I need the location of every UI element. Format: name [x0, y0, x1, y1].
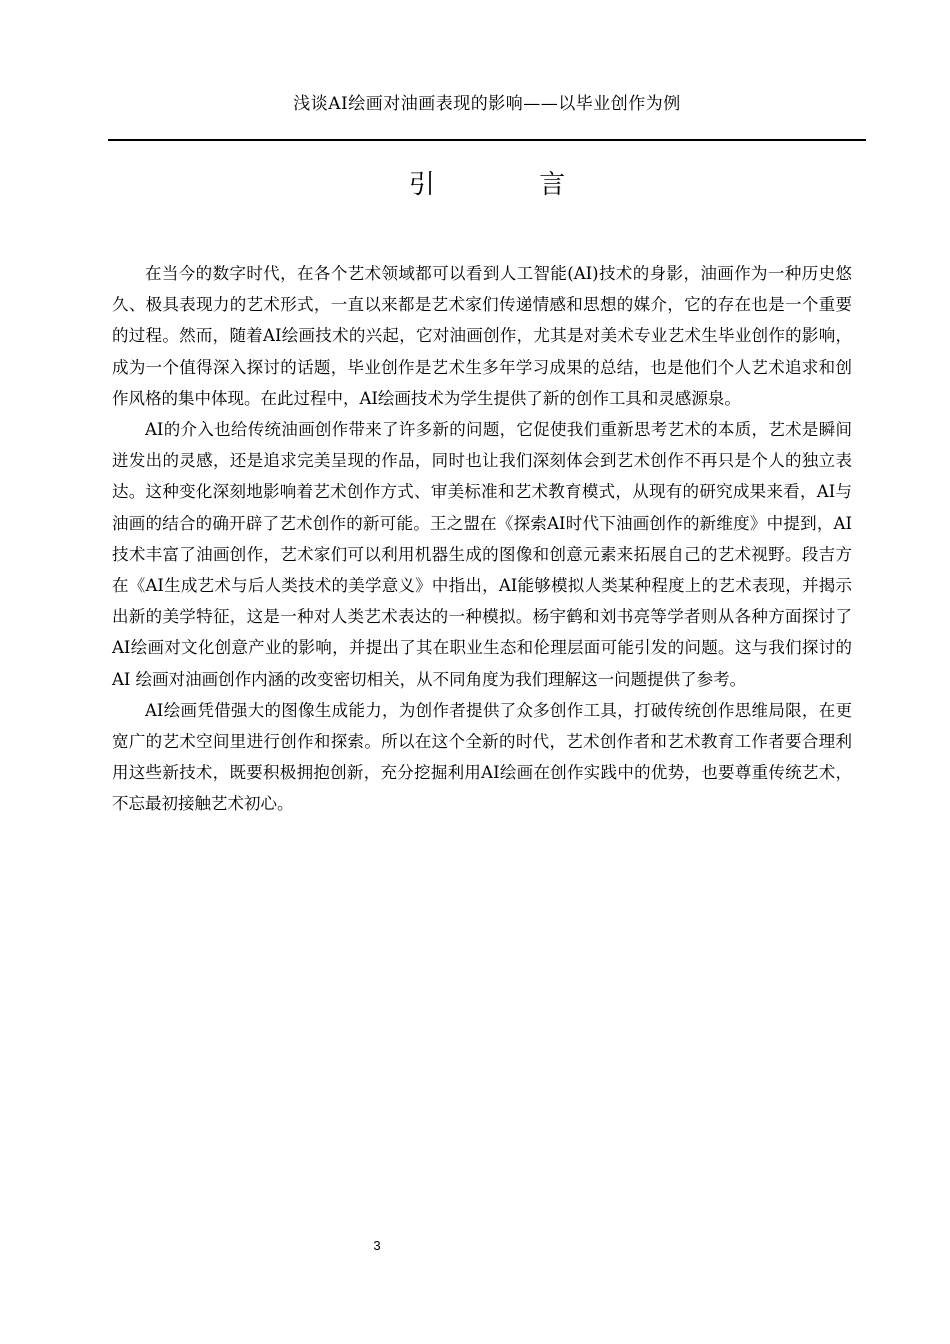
paragraph-1: 在当今的数字时代，在各个艺术领域都可以看到人工智能(AI)技术的身影，油画作为一种历史悠久、极具表现力的艺术形式，一直以来都是艺术家们传递情感和思想的媒介，它的存在也是一个重要的过程。然而，随着AI绘画技术的兴起，它对油画创作，尤其是对美术专业艺术生毕业创作的影响，成为一个值得深入探讨的话题，毕业创作是艺术生多年学习成果的总结，也是他们个人艺术追求和创作风格的集中体现。在此过程中，AI绘画技术为学生提供了新的创作工具和灵感源泉。: [112, 264, 852, 408]
header-divider: [108, 139, 866, 141]
running-header-title: 浅谈AI绘画对油画表现的影响——以毕业创作为例: [293, 94, 681, 114]
paragraph-2: AI的介入也给传统油画创作带来了许多新的问题，它促使我们重新思考艺术的本质，艺术是瞬间迸发出的灵感，还是追求完美呈现的作品，同时也让我们深刻体会到艺术创作不再只是个人的独立表达。这种变化深刻地影响着艺术创作方式、审美标准和艺术教育模式，从现有的研究成果来看，AI与油画的结合的确开辟了艺术创作的新可能。王之盟在《探索AI时代下油画创作的新维度》中提到，AI 技术丰富了油画创作，艺术家们可以利用机器生成的图像和创意元素来拓展自己的艺术视野。段吉方在《AI生成艺术与后人类技术的美学意义》中指出，AI能够模拟人类某种程度上的艺术表现，并揭示出新的美学特征，这是一种对人类艺术表达的一种模拟。杨宇鹤和刘书亮等学者则从各种方面探讨了AI绘画对文化创意产业的影响，并提出了其在职业生态和伦理层面可能引发的问题。这与我们探讨的 AI 绘画对油画创作内涵的改变密切相关，从不同角度为我们理解这一问题提供了参考。: [112, 420, 852, 689]
body-text: [112, 258, 852, 820]
paragraph-3: AI绘画凭借强大的图像生成能力，为创作者提供了众多创作工具，打破传统创作思维局限，在更宽广的艺术空间里进行创作和探索。所以在这个全新的时代，艺术创作者和艺术教育工作者要合理利用这些新技术，既要积极拥抱创新，充分挖掘利用AI绘画在创作实践中的优势，也要尊重传统艺术，不忘最初接触艺术初心。: [112, 700, 852, 814]
page-number: 3: [373, 1238, 381, 1253]
section-title: 引 言: [408, 170, 614, 201]
